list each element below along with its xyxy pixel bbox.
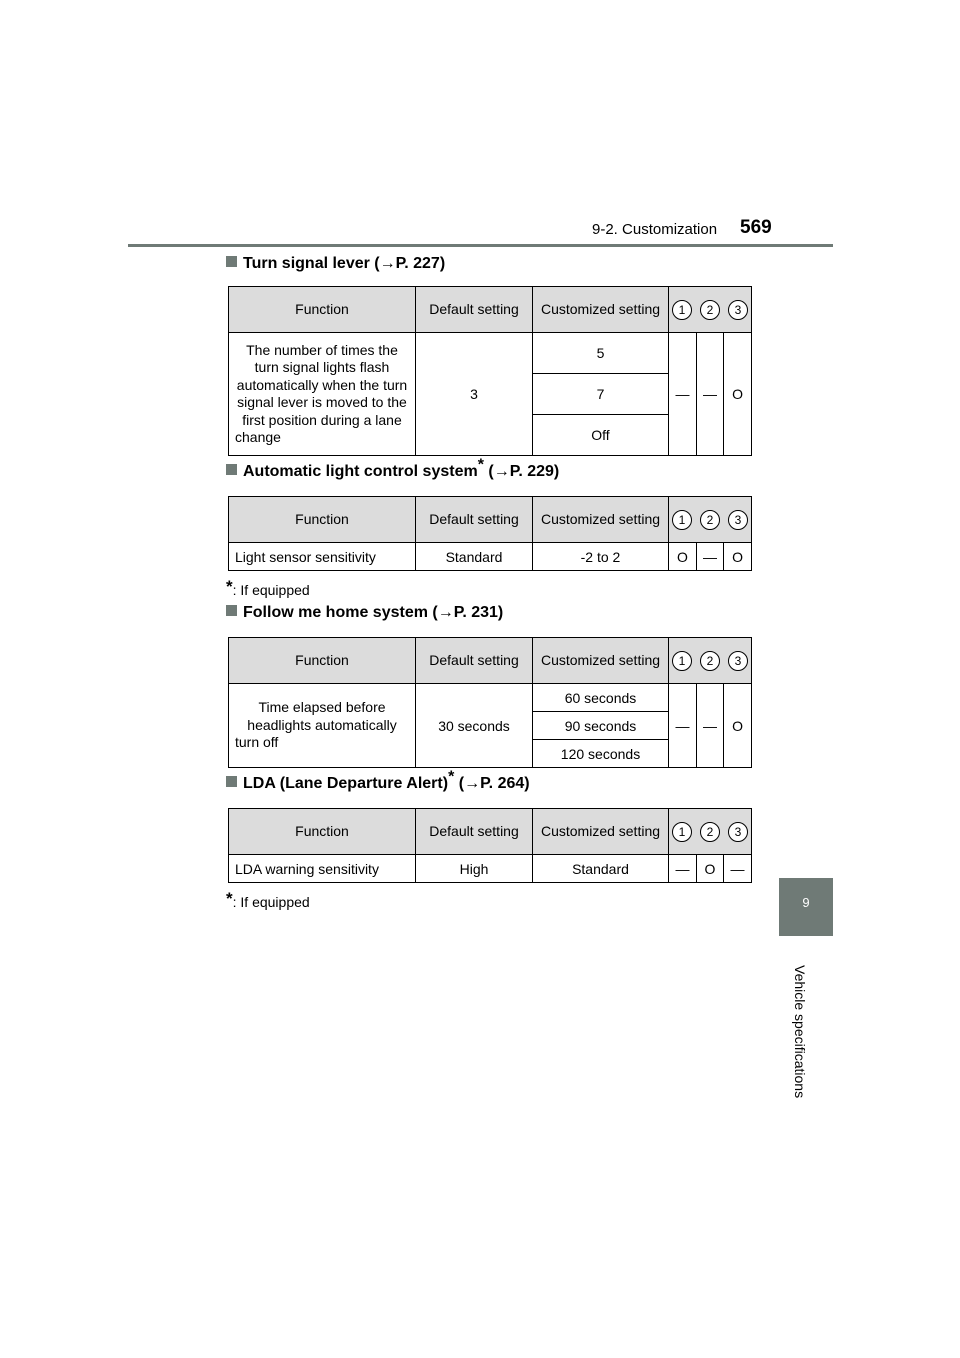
circled-three-icon: 3 — [728, 510, 748, 530]
circled-two-icon: 2 — [700, 651, 720, 671]
table-header-row — [229, 287, 752, 333]
header-function: Function — [229, 638, 416, 684]
function-cell: Light sensor sensitivity — [229, 543, 416, 571]
setting-2-cell: — — [697, 333, 724, 456]
header-function: Function — [229, 287, 416, 333]
setting-3-cell: O — [724, 684, 752, 768]
section-title: 9-2. Customization — [592, 221, 718, 238]
header-settings-columns — [669, 287, 752, 333]
option-cell: 60 seconds — [533, 684, 669, 712]
square-bullet-icon — [226, 256, 237, 267]
circled-two-icon: 2 — [700, 300, 720, 320]
square-bullet-icon — [226, 464, 237, 475]
header-default-setting: Default setting — [416, 638, 533, 684]
circled-three-icon: 3 — [728, 651, 748, 671]
setting-1-cell: — — [669, 333, 697, 456]
option-cell: 5 — [533, 333, 669, 374]
option-cell: Standard — [533, 855, 669, 883]
follow-me-home-table — [228, 637, 752, 768]
option-cell: 120 seconds — [533, 740, 669, 768]
option-cell: -2 to 2 — [533, 543, 669, 571]
setting-3-cell: O — [724, 543, 752, 571]
header-customized-setting: Customized setting — [533, 809, 669, 855]
option-cell: Off — [533, 415, 669, 456]
setting-1-cell: O — [669, 543, 697, 571]
setting-2-cell: O — [697, 855, 724, 883]
setting-1-cell: — — [669, 855, 697, 883]
default-cell: Standard — [416, 543, 533, 571]
heading-follow-me-home: Follow me home system (→P. 231) — [226, 604, 503, 622]
table-header-row — [229, 809, 752, 855]
header-function: Function — [229, 809, 416, 855]
option-cell: 90 seconds — [533, 712, 669, 740]
header-default-setting: Default setting — [416, 809, 533, 855]
default-cell: High — [416, 855, 533, 883]
header-customized-setting: Customized setting — [533, 497, 669, 543]
circled-two-icon: 2 — [700, 822, 720, 842]
heading-turn-signal-lever: Turn signal lever (→P. 227) — [226, 255, 445, 273]
default-cell: 30 seconds — [416, 684, 533, 768]
header-default-setting: Default setting — [416, 497, 533, 543]
circled-one-icon: 1 — [672, 651, 692, 671]
asterisk-mark: * — [226, 577, 233, 596]
function-cell: The number of times the turn signal lights flash automatically when the turn signal lever is moved to the first position during a lane change — [229, 333, 416, 456]
circled-three-icon: 3 — [728, 300, 748, 320]
table-row — [229, 855, 752, 883]
header-settings-columns — [669, 638, 752, 684]
table-header-row — [229, 638, 752, 684]
square-bullet-icon — [226, 776, 237, 787]
header-customized-setting: Customized setting — [533, 287, 669, 333]
asterisk-mark: * — [226, 889, 233, 908]
setting-2-cell: — — [697, 543, 724, 571]
function-cell: LDA warning sensitivity — [229, 855, 416, 883]
option-cell: 7 — [533, 374, 669, 415]
heading-lda: LDA (Lane Departure Alert)* (→P. 264) — [226, 775, 530, 793]
setting-1-cell: — — [669, 684, 697, 768]
setting-3-cell: — — [724, 855, 752, 883]
function-cell: Time elapsed before headlights automatically turn off — [229, 684, 416, 768]
page-number: 569 — [740, 217, 772, 238]
heading-automatic-light-control: Automatic light control system* (→P. 229) — [226, 463, 559, 481]
table-row — [229, 543, 752, 571]
table-row — [229, 333, 752, 374]
circled-one-icon: 1 — [672, 510, 692, 530]
setting-3-cell: O — [724, 333, 752, 456]
square-bullet-icon — [226, 605, 237, 616]
table-header-row — [229, 497, 752, 543]
chapter-label: Vehicle specifications — [792, 965, 808, 1099]
footnote-if-equipped: *: If equipped — [226, 577, 310, 598]
header-default-setting: Default setting — [416, 287, 533, 333]
turn-signal-table — [228, 286, 752, 456]
circled-two-icon: 2 — [700, 510, 720, 530]
default-cell: 3 — [416, 333, 533, 456]
header-function: Function — [229, 497, 416, 543]
setting-2-cell: — — [697, 684, 724, 768]
circled-one-icon: 1 — [672, 822, 692, 842]
table-row — [229, 684, 752, 712]
circled-three-icon: 3 — [728, 822, 748, 842]
chapter-tab[interactable] — [779, 878, 833, 936]
chapter-number: 9 — [802, 895, 810, 910]
light-control-table — [228, 496, 752, 571]
circled-one-icon: 1 — [672, 300, 692, 320]
asterisk-mark: * — [477, 456, 484, 474]
header-settings-columns — [669, 497, 752, 543]
footnote-if-equipped: *: If equipped — [226, 889, 310, 910]
asterisk-mark: * — [448, 768, 455, 786]
lda-table — [228, 808, 752, 883]
header-settings-columns — [669, 809, 752, 855]
header-customized-setting: Customized setting — [533, 638, 669, 684]
header-divider — [128, 244, 833, 247]
